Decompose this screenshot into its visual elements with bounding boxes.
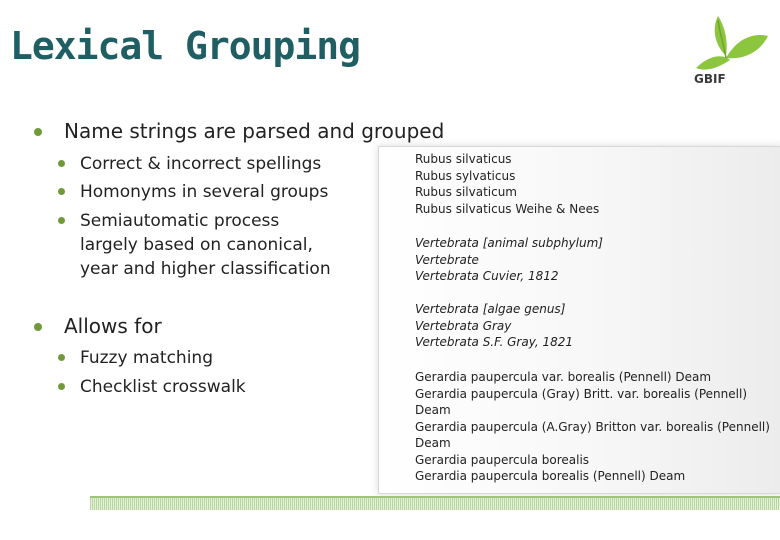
- sub-list-item-continued: year and higher classification: [80, 259, 331, 279]
- bullet-dot-icon: [58, 383, 65, 390]
- sub-list-item: Fuzzy matching: [80, 348, 213, 368]
- name-string: Vertebrata S.F. Gray, 1821: [415, 335, 574, 349]
- bullet-dot-icon: [34, 128, 42, 136]
- name-group: [415, 301, 573, 351]
- name-string: Gerardia paupercula borealis: [415, 452, 590, 467]
- name-group: [415, 151, 599, 217]
- list-item: Name strings are parsed and grouped: [64, 119, 445, 143]
- name-string: Vertebrata [animal subphylum]: [415, 236, 603, 250]
- bullet-dot-icon: [58, 188, 65, 195]
- sub-list-item: Homonyms in several groups: [80, 182, 329, 202]
- name-groups-box: [378, 146, 780, 494]
- name-string: Rubus silvaticus: [415, 152, 512, 166]
- name-group: [415, 369, 770, 485]
- bullet-dot-icon: [58, 217, 65, 224]
- name-string: Vertebrata [algae genus]: [415, 302, 566, 316]
- name-string: Rubus silvaticus Weihe & Nees: [415, 201, 600, 216]
- bullet-dot-icon: [58, 160, 65, 167]
- sub-list-item: Correct & incorrect spellings: [80, 154, 322, 174]
- bullet-dot-icon: [34, 323, 42, 331]
- sub-list-item: Semiautomatic process: [80, 211, 280, 231]
- name-string: Rubus silvaticum: [415, 185, 517, 199]
- bullet-dot-icon: [58, 354, 65, 361]
- logo-text: GBIF: [694, 72, 726, 86]
- name-string: Deam: [415, 436, 451, 450]
- name-group: [415, 235, 603, 285]
- name-string: Gerardia paupercula (A.Gray) Britton var. borealis (Pennell): [415, 419, 770, 434]
- sub-list-item: Checklist crosswalk: [80, 377, 246, 397]
- name-string: Gerardia paupercula (Gray) Britt. var. borealis (Pennell): [415, 386, 747, 401]
- name-string: Gerardia paupercula var. borealis (Pennell) Deam: [415, 370, 712, 384]
- footer-bar-edge: [90, 496, 780, 498]
- page-title: Lexical Grouping: [10, 24, 361, 68]
- name-string: Vertebrata Gray: [415, 318, 512, 333]
- sub-list-item-continued: largely based on canonical,: [80, 235, 313, 255]
- name-string: Rubus sylvaticus: [415, 168, 516, 183]
- name-string: Vertebrata Cuvier, 1812: [415, 269, 559, 283]
- footer-bar: [90, 496, 780, 510]
- name-string: Deam: [415, 403, 451, 417]
- name-string: Vertebrate: [415, 252, 479, 267]
- name-string: Gerardia paupercula borealis (Pennell) Deam: [415, 469, 686, 483]
- list-item: Allows for: [64, 314, 162, 338]
